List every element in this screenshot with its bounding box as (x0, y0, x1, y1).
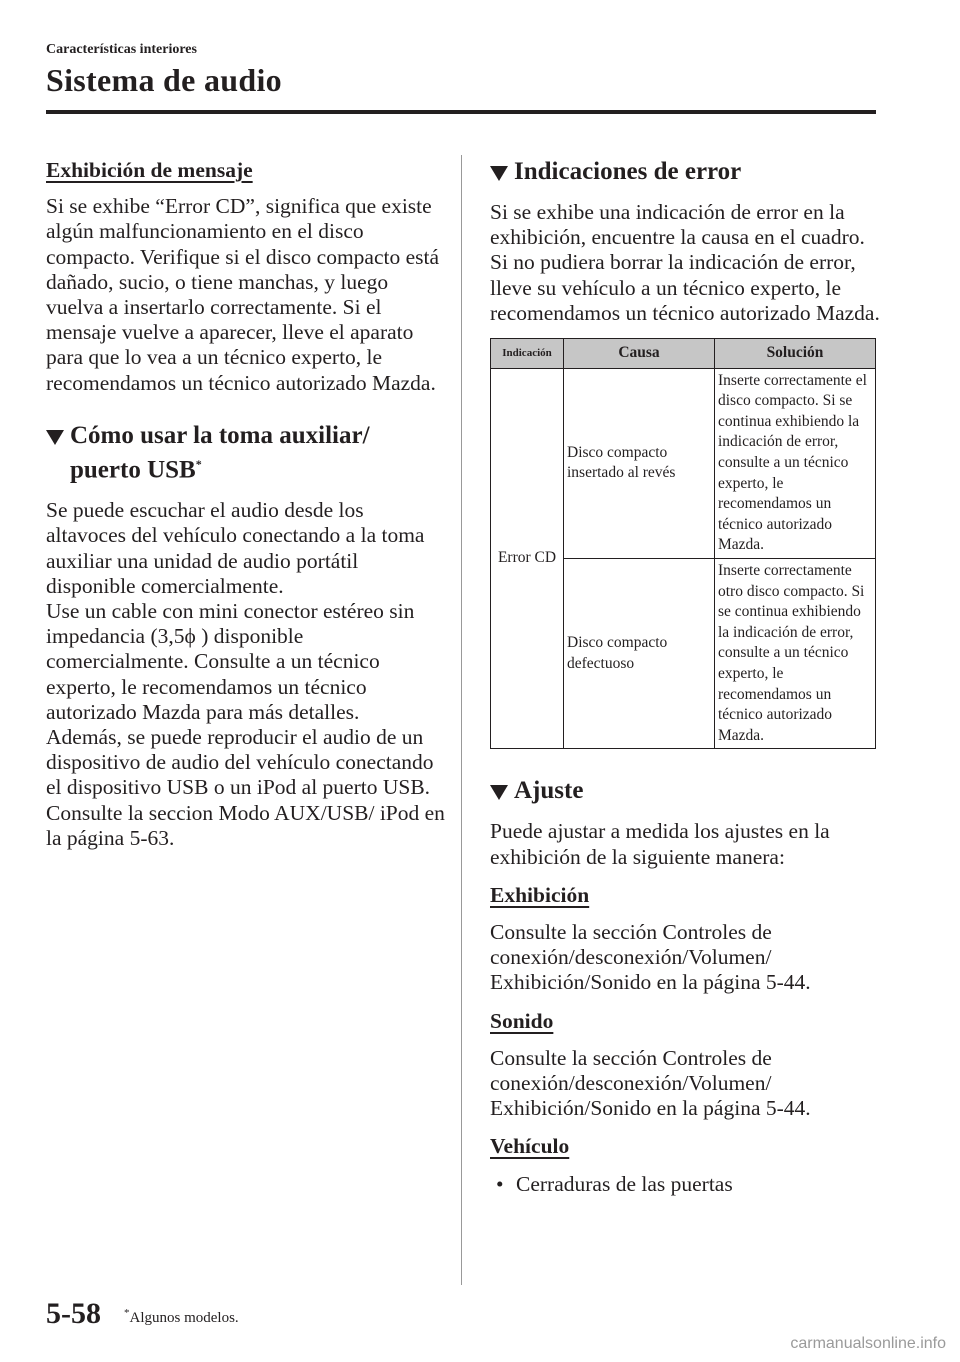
asterisk-icon: * (124, 1307, 130, 1319)
left-column (46, 158, 446, 851)
table-header-row (491, 339, 876, 369)
watermark: carmanualsonline.info (790, 1335, 946, 1352)
solution-cell: Inserte correctamente otro disco compacto. Si se continua exhibiendo la indicación de error, consulte a un técnico experto, le recomendamos un técnico autorizado Mazda. (715, 558, 876, 748)
sound-body: Consulte la sección Controles de conexión/desconexión/Volumen/ Exhibición/Sonido en la página 5-44. (490, 1045, 811, 1121)
footer-note (124, 1307, 239, 1327)
column-divider (461, 155, 462, 1285)
indication-cell: Error CD (491, 368, 564, 749)
right-column (490, 158, 880, 1197)
error-indications-body: Si se exhibe una indicación de error en la exhibición, encuentre la causa en el cuadro. Si no pudiera borrar la indicación de error, lleve su vehículo a un técnico experto, le recomendamos un técnico autorizado Mazda. (490, 200, 880, 325)
cause-cell: Disco compacto defectuoso (564, 558, 715, 748)
vehicle-subheading: Vehículo (490, 1134, 570, 1159)
bullet-icon: • (496, 1171, 504, 1196)
solution-cell: Inserte correctamente el disco compacto. Si se continua exhibiendo la indicación de error, consulte a un técnico experto, le recomendamos un técnico autorizado Mazda. (715, 368, 876, 558)
aux-heading-line2: puerto USB (70, 456, 196, 484)
header-solution: Solución (715, 339, 876, 369)
aux-usb-heading (46, 422, 446, 484)
cause-cell: Disco compacto insertado al revés (564, 368, 715, 558)
error-table (490, 338, 876, 749)
page-title: Sistema de audio (46, 62, 282, 98)
section-label: Características interiores (46, 42, 197, 57)
message-display-heading: Exhibición de mensaje (46, 158, 253, 182)
list-item (490, 1172, 880, 1197)
bullet-text: Cerraduras de las puertas (516, 1171, 733, 1196)
table-row (491, 368, 876, 558)
triangle-marker-icon (490, 785, 508, 800)
sound-subheading: Sonido (490, 1008, 554, 1033)
error-indications-heading: Indicaciones de error (490, 158, 880, 186)
header-indication: Indicación (491, 339, 564, 369)
page-number: 5-58 (46, 1297, 101, 1330)
message-display-body: Si se exhibe “Error CD”, significa que existe algún malfuncionamiento en el disco compacto. Verifique si el disco compacto está dañado, sucio, o tiene manchas, y luego vuelva a insertarlo correctamente. Si el mensaje vuelve a aparecer, lleve el aparato para que lo vea a un técnico experto, le recomendamos un técnico autorizado Mazda. (46, 194, 440, 395)
header-cause: Causa (564, 339, 715, 369)
aux-paragraph-1: Se puede escuchar el audio desde los altavoces del vehículo conectando a la toma auxiliar una unidad de audio portátil disponible comercialmente. (46, 498, 425, 598)
display-body: Consulte la sección Controles de conexión/desconexión/Volumen/ Exhibición/Sonido en la página 5-44. (490, 919, 811, 995)
adjust-body: Puede ajustar a medida los ajustes en la exhibición de la siguiente manera: (490, 819, 830, 869)
triangle-marker-icon (46, 430, 64, 445)
display-subheading: Exhibición (490, 882, 590, 907)
triangle-marker-icon (490, 166, 508, 181)
footer-note-text: Algunos modelos. (129, 1310, 239, 1326)
aux-paragraph-4: Consulte la seccion Modo AUX/USB/ iPod en la página 5-63. (46, 800, 445, 850)
adjust-heading: Ajuste (490, 777, 880, 805)
aux-paragraph-2: Use un cable con mini conector estéreo sin impedancia (3,5ϕ ) disponible comercialmente. Consulte a un técnico experto, le recomendamos un técnico autorizado Mazda para más detalles. (46, 598, 415, 724)
aux-heading-line1: Cómo usar la toma auxiliar/ (70, 421, 370, 449)
aux-paragraph-3: Además, se puede reproducir el audio de un dispositivo de audio del vehículo conectando el dispositivo USB o un iPod al puerto USB. (46, 724, 434, 800)
header-rule (46, 110, 876, 114)
asterisk-icon: * (195, 456, 202, 471)
